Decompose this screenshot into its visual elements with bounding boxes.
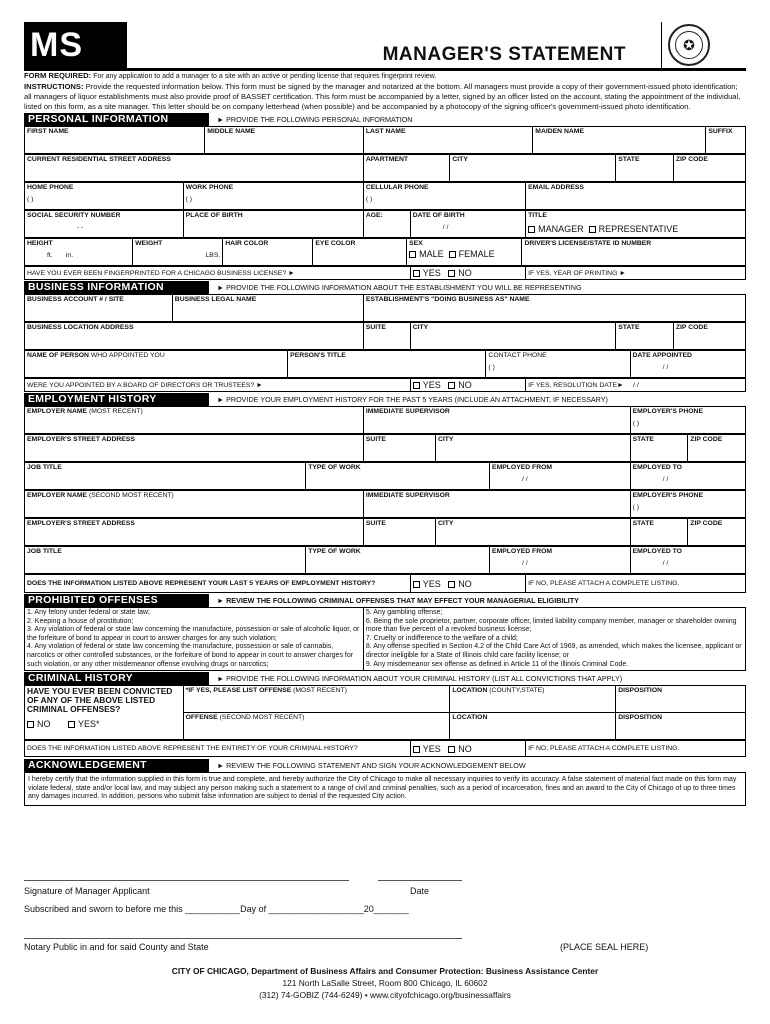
form-code-badge: MS: [24, 22, 127, 68]
signature-line[interactable]: Signature of Manager Applicant Date: [24, 886, 430, 896]
criminal-question: DOES THE INFORMATION LISTED ABOVE REPRESENT THE ENTIRETY OF YOUR CRIMINAL HISTORY?: [25, 741, 411, 757]
personal-table: [24, 126, 746, 154]
employer1-supervisor-field[interactable]: IMMEDIATE SUPERVISOR: [363, 407, 630, 434]
female-checkbox[interactable]: [449, 251, 456, 258]
offenses-right: 5. Any gambling offense; 6. Being the sole proprietor, partner, corporate officer, limited liability company member, manager or shareholder owning more than five percent of a revoked business license; 7. Cruelty or indifference to the welfare of a child; 8. Any offense specified in Section 4.2 of the Child Care Act of 1969, as amended, which makes the licensee, applicant or director ineligible for a State of Illinois child care facility license; or 9. Any misdemeanor sex offense as defined in Article 11 of the Illinois Criminal Code.: [363, 608, 745, 671]
city-seal-icon: ✪: [668, 24, 710, 66]
age-field[interactable]: AGE:: [363, 211, 410, 238]
section-personal: PERSONAL INFORMATION ► PROVIDE THE FOLLOWING PERSONAL INFORMATION: [24, 113, 746, 126]
crim-yes-checkbox[interactable]: [413, 746, 420, 753]
apartment-field[interactable]: APARTMENT: [363, 155, 450, 182]
business-suite-field[interactable]: SUITE: [363, 323, 410, 350]
page-title: MANAGER'S STATEMENT: [382, 44, 626, 65]
work-phone-field[interactable]: WORK PHONE ( ): [183, 183, 363, 210]
footer-address: 121 North LaSalle Street, Room 800 Chicago, IL 60602: [282, 978, 488, 988]
resolution-date-field[interactable]: IF YES, RESOLUTION DATE► / /: [526, 379, 746, 392]
disposition2-field[interactable]: DISPOSITION: [616, 713, 746, 740]
employment-question: DOES THE INFORMATION LISTED ABOVE REPRESENT YOUR LAST 5 YEARS OF EMPLOYMENT HISTORY?: [25, 575, 411, 593]
employer1-city-field[interactable]: CITY: [435, 435, 630, 462]
conviction-yes-checkbox[interactable]: [68, 721, 75, 728]
appointer-name-field[interactable]: NAME OF PERSON WHO APPOINTED YOU: [25, 351, 288, 378]
business-zip-field[interactable]: ZIP CODE: [673, 323, 745, 350]
cell-phone-field[interactable]: CELLULAR PHONE ( ): [363, 183, 525, 210]
ssn-field[interactable]: SOCIAL SECURITY NUMBER - -: [25, 211, 184, 238]
business-state-field[interactable]: STATE: [616, 323, 674, 350]
footer-contact: (312) 74-GOBIZ (744-6249) • www.cityofchicago.org/businessaffairs: [259, 990, 511, 1000]
date-appointed-field[interactable]: DATE APPOINTED / /: [630, 351, 745, 378]
manager-checkbox[interactable]: [528, 226, 535, 233]
email-field[interactable]: EMAIL ADDRESS: [526, 183, 746, 210]
instructions: FORM REQUIRED: For any application to add a manager to a site with an active or pending license that requires fingerprint review. INSTRUCTIONS: Provide the requested information below. This form must be signed by the manager and notarized at the bottom. All managers must provide a copy of their government-issued photo identification; all managers of liquor establishments must also provide proof of BASSET certification. This form must be accompanied by a letter, signed by an officer listed on the account, stating the appointment of the individual, listed on this form, as a site manager. This letter should be on company letterhead (when possible) and be accompanied by a photocopy of the signing officer's government-issued photo identification.: [24, 68, 746, 112]
hair-color-field[interactable]: HAIR COLOR: [223, 239, 313, 266]
conviction-question: HAVE YOU EVER BEEN CONVICTED OF ANY OF THE ABOVE LISTED CRIMINAL OFFENSES? NO YES*: [25, 686, 184, 740]
notary-line[interactable]: Notary Public in and for said County and State (PLACE SEAL HERE): [24, 942, 649, 952]
job1-type-field[interactable]: TYPE OF WORK: [306, 463, 490, 490]
job2-to-field[interactable]: EMPLOYED TO / /: [630, 547, 745, 574]
contact-phone-field[interactable]: CONTACT PHONE ( ): [486, 351, 630, 378]
zip-field[interactable]: ZIP CODE: [673, 155, 745, 182]
crim-no-checkbox[interactable]: [448, 746, 455, 753]
male-checkbox[interactable]: [409, 251, 416, 258]
section-acknowledgement: ACKNOWLEDGEMENT ► REVIEW THE FOLLOWING STATEMENT AND SIGN YOUR ACKNOWLEDGEMENT BELOW: [24, 759, 746, 772]
suffix-field[interactable]: SUFFIX: [706, 127, 746, 154]
employer2-supervisor-field[interactable]: IMMEDIATE SUPERVISOR: [363, 491, 630, 518]
sex-field: SEX MALE FEMALE: [407, 239, 522, 266]
location1-field[interactable]: LOCATION (COUNTY,STATE): [450, 686, 616, 713]
eye-color-field[interactable]: EYE COLOR: [313, 239, 407, 266]
fp-no-checkbox[interactable]: [448, 270, 455, 277]
employer2-phone-field[interactable]: EMPLOYER'S PHONE ( ): [630, 491, 745, 518]
employer1-name-field[interactable]: EMPLOYER NAME (MOST RECENT): [25, 407, 364, 434]
job2-type-field[interactable]: TYPE OF WORK: [306, 547, 490, 574]
employer1-state-field[interactable]: STATE: [630, 435, 688, 462]
section-business: BUSINESS INFORMATION ► PROVIDE THE FOLLOWING INFORMATION ABOUT THE ESTABLISHMENT YOU WILL BE REPRESENTING: [24, 281, 746, 294]
account-number-field[interactable]: BUSINESS ACCOUNT # / SITE: [25, 295, 173, 322]
place-of-birth-field[interactable]: PLACE OF BIRTH: [183, 211, 363, 238]
footer-department: CITY OF CHICAGO, Department of Business Affairs and Consumer Protection: Business Assistance Center: [171, 966, 599, 976]
board-no-checkbox[interactable]: [448, 382, 455, 389]
dob-field[interactable]: DATE OF BIRTH / /: [410, 211, 525, 238]
crim-attach-note: IF NO, PLEASE ATTACH A COMPLETE LISTING.: [526, 741, 746, 757]
height-field[interactable]: HEIGHT ft. in.: [25, 239, 133, 266]
weight-field[interactable]: WEIGHT LBS.: [133, 239, 223, 266]
state-field[interactable]: STATE: [616, 155, 674, 182]
employer2-zip-field[interactable]: ZIP CODE: [688, 519, 746, 546]
job2-from-field[interactable]: EMPLOYED FROM / /: [490, 547, 631, 574]
middle-name-field[interactable]: MIDDLE NAME: [205, 127, 364, 154]
dba-field[interactable]: ESTABLISHMENT'S "DOING BUSINESS AS" NAME: [363, 295, 745, 322]
offense1-field[interactable]: *IF YES, PLEASE LIST OFFENSE (MOST RECENT): [183, 686, 450, 713]
offense2-field[interactable]: OFFENSE (SECOND MOST RECENT): [183, 713, 450, 740]
title-field: TITLE MANAGER REPRESENTATIVE: [526, 211, 746, 238]
employer1-zip-field[interactable]: ZIP CODE: [688, 435, 746, 462]
job1-from-field[interactable]: EMPLOYED FROM / /: [490, 463, 631, 490]
location2-field[interactable]: LOCATION: [450, 713, 616, 740]
emp-attach-note: IF NO, PLEASE ATTACH A COMPLETE LISTING.: [526, 575, 746, 593]
representative-checkbox[interactable]: [589, 226, 596, 233]
street-address-field[interactable]: CURRENT RESIDENTIAL STREET ADDRESS: [25, 155, 364, 182]
disposition1-field[interactable]: DISPOSITION: [616, 686, 746, 713]
drivers-license-field[interactable]: DRIVER'S LICENSE/STATE ID NUMBER: [522, 239, 746, 266]
first-name-field[interactable]: FIRST NAME: [25, 127, 205, 154]
acknowledgement-text: I hereby certify that the information supplied in this form is true and complete, and hereby authorize the City of Chicago to make all necessary inquiries to verify its accuracy. A false statement of material fact made on this form may violate federal, state and/or local law, and may subject any person making such a statement to a range of civil and criminal penalties, such as a period of incarceration, fines and an award to the City of Chicago of up to three times any damages incurred. In addition, persons who submit false information are subject to denial of the requested City action.: [24, 772, 746, 806]
employer1-street-field[interactable]: EMPLOYER'S STREET ADDRESS: [25, 435, 364, 462]
seal-placeholder: (PLACE SEAL HERE): [560, 942, 649, 952]
employer2-street-field[interactable]: EMPLOYER'S STREET ADDRESS: [25, 519, 364, 546]
emp-yes-checkbox[interactable]: [413, 581, 420, 588]
fingerprint-question: HAVE YOU EVER BEEN FINGERPRINTED FOR A CHICAGO BUSINESS LICENSE? ►: [25, 267, 411, 280]
sworn-line[interactable]: Subscribed and sworn to before me this ___________Day of ___________________20_______: [24, 904, 409, 914]
section-prohibited: PROHIBITED OFFENSES ► REVIEW THE FOLLOWING CRIMINAL OFFENSES THAT MAY EFFECT YOUR MANAGERIAL ELIGIBILITY: [24, 594, 746, 607]
conviction-no-checkbox[interactable]: [27, 721, 34, 728]
job1-to-field[interactable]: EMPLOYED TO / /: [630, 463, 745, 490]
emp-no-checkbox[interactable]: [448, 581, 455, 588]
job1-title-field[interactable]: JOB TITLE: [25, 463, 306, 490]
employer2-state-field[interactable]: STATE: [630, 519, 688, 546]
header: [24, 22, 746, 68]
maiden-name-field[interactable]: MAIDEN NAME: [533, 127, 706, 154]
job2-title-field[interactable]: JOB TITLE: [25, 547, 306, 574]
employer1-suite-field[interactable]: SUITE: [363, 435, 435, 462]
employer2-suite-field[interactable]: SUITE: [363, 519, 435, 546]
employer2-city-field[interactable]: CITY: [435, 519, 630, 546]
form-page: MS MANAGER'S STATEMENT ✪ FORM REQUIRED: For any application to add a manager to a site with an active or pending license that requires fingerprint review. INSTRUCTIONS: Provide the requested information below. This form must be signed by the manager and notarized at the bottom. All managers must provide a copy of their government-issued photo identification; all managers of liquor establishments must also provide proof of BASSET certification. This form must be accompanied by a letter, signed by an officer listed on the account, stating the appointment of the individual, listed on this form, as a site manager. This letter should be on company letterhead (when possible) and be accompanied by a photocopy of the signing officer's government-issued photo identification. PERSONAL INFORMATION ► PROVIDE THE FOLLOWING PERSONAL INFORMATION FIRST NAME MIDDLE NAME LAST NAME MAIDEN NAME SUFFIX CURRENT RESIDENTIAL STREET ADDRESS APARTMENT CITY STATE ZIP CODE HOME PHONE ( ) WORK PHONE ( ) CELLULAR PHONE ( ) EMAIL ADDRESS SOCIAL SECURITY NUMBER - - PLACE OF BIRTH AGE: DATE OF BIRTH / / TITLE MANAGER REPRESENTATIVE HEIGHT ft. in. WEIGHT LBS. HAIR COLOR EYE COLOR SEX MALE FEMALE DRIVER'S LICENSE/STATE ID NUMBER HAVE YOU EVER BEEN FINGERPRINTED FOR A CHICAGO BUSINESS LICENSE? ► YES NO IF YES, YEAR OF PRINTING ► BUSINESS INFORMATION ► PROVIDE THE FOLLOWING INFORMATION ABOUT THE ESTABLISHMENT YOU WILL BE REPRESENTING BUSINESS ACCOUNT # / SITE BUSINESS LEGAL NAME ESTABLISHMENT'S "DOING BUSINESS AS" NAME BUSINESS LOCATION ADDRESS SUITE CITY STATE ZIP CODE NAME OF PERSON WHO APPOINTED YOU PERSON'S TITLE CONTACT PHONE ( ) DATE APPOINTED / / WERE YOU APPOINTED BY A BOARD OF DIRECTORS OR TRUSTEES? ► YES NO IF YES, RESOLUTION DATE► / / EMPLOYMENT HISTORY ► PROVIDE YOUR EMPLOYMENT HISTORY FOR THE PAST 5 YEARS (INCLUDE AN ATTACHMENT, IF NECESSARY) EMPLOYER NAME (MOST RECENT) IMMEDIATE SUPERVISOR EMPLOYER'S PHONE ( ) EMPLOYER'S STREET ADDRESS SUITE CITY STATE ZIP CODE JOB TITLE TYPE OF WORK EMPLOYED FROM / / EMPLOYED TO / / EMPLOYER NAME (SECOND MOST RECENT) IMMEDIATE SUPERVISOR EMPLOYER'S PHONE ( ) EMPLOYER'S STREET ADDRESS SUITE CITY STATE ZIP CODE JOB TITLE TYPE OF WORK EMPLOYED FROM / / EMPLOYED TO / / DOES THE INFORMATION LISTED ABOVE REPRESENT YOUR LAST 5 YEARS OF EMPLOYMENT HISTORY? YES NO IF NO, PLEASE ATTACH A COMPLETE LISTING. PROHIBITED OFFENSES ► REVIEW THE FOLLOWING CRIMINAL OFFENSES THAT MAY EFFECT YOUR MANAGERIAL ELIGIBILITY 1. Any felony under federal or state law; 2. Keeping a house of prostitution; 3. Any violation of federal or state law concerning the manufacture, possession or sale of alcoholic liquor, or the forfeiture of bond to appear in court to answer charges for any such violation; 4. Any violation of federal or state law concerning the manufacture, possession or sale of cannabis, narcotics or other controlled substances, or the forfeiture of bond to appear in court to answer charges for such violation, or any other misdemeanor offense involving drugs or narcotics; 5. Any gambling offense; 6. Being the sole proprietor, partner, corporate officer, limited liability company member, manager or shareholder owning more than five percent of a revoked business license; 7. Cruelty or indifference to the welfare of a child; 8. Any offense specified in Section 4.2 of the Child Care Act of 1969, as amended, which makes the licensee, applicant or director ineligible for a State of Illinois child care facility license; or 9. Any misdemeanor sex offense as defined in Article 11 of the Illinois Criminal Code. CRIMINAL HISTORY ► PROVIDE THE FOLLOWING INFORMATION ABOUT YOUR CRIMINAL HISTORY (LIST ALL CONVICTIONS THAT APPLY) HAVE YOU EVER BEEN CONVICTED OF ANY OF THE ABOVE LISTED CRIMINAL OFFENSES? NO YES* *IF YES, PLEASE LIST OFFENSE (MOST RECENT) LOCATION (COUNTY,STATE) DISPOSITION OFFENSE (SECOND MOST RECENT) LOCATION DISPOSITION DOES THE INFORMATION LISTED ABOVE REPRESENT THE ENTIRETY OF YOUR CRIMINAL HISTORY? YES NO IF NO, PLEASE ATTACH A COMPLETE LISTING. ACKNOWLEDGEMENT ► REVIEW THE FOLLOWING STATEMENT AND SIGN YOUR ACKNOWLEDGEMENT BELOW I hereby certify that the information supplied in this form is true and complete, and hereby authorize the City of Chicago to make all necessary inquiries to verify its accuracy. A false statement of material fact made on this form may violate federal, state and/or local law, and may subject any person making such a statement to a range of civil and criminal penalties, such as a period of incarceration, fines and an award to the City of Chicago of up to three times any damages incurred. In addition, persons who submit false information are subject to denial of the requested City action.: [24, 22, 746, 806]
legal-name-field[interactable]: BUSINESS LEGAL NAME: [172, 295, 363, 322]
home-phone-field[interactable]: HOME PHONE ( ): [25, 183, 184, 210]
fp-year-field[interactable]: IF YES, YEAR OF PRINTING ►: [526, 267, 746, 280]
city-field[interactable]: CITY: [450, 155, 616, 182]
employer2-name-field[interactable]: EMPLOYER NAME (SECOND MOST RECENT): [25, 491, 364, 518]
fp-yes-checkbox[interactable]: [413, 270, 420, 277]
employer1-phone-field[interactable]: EMPLOYER'S PHONE ( ): [630, 407, 745, 434]
last-name-field[interactable]: LAST NAME: [363, 127, 532, 154]
section-criminal: CRIMINAL HISTORY ► PROVIDE THE FOLLOWING INFORMATION ABOUT YOUR CRIMINAL HISTORY (LIST ALL CONVICTIONS THAT APPLY): [24, 672, 746, 685]
board-question: WERE YOU APPOINTED BY A BOARD OF DIRECTORS OR TRUSTEES? ►: [25, 379, 411, 392]
business-city-field[interactable]: CITY: [410, 323, 615, 350]
offenses-left: 1. Any felony under federal or state law; 2. Keeping a house of prostitution; 3. Any violation of federal or state law concerning the manufacture, possession or sale of alcoholic liquor, or the forfeiture of bond to appear in court to answer charges for any such violation; 4. Any violation of federal or state law concerning the manufacture, possession or sale of cannabis, narcotics or other controlled substances, or the forfeiture of bond to appear in court to answer charges for such violation, or any other misdemeanor offense involving drugs or narcotics;: [25, 608, 364, 671]
board-yes-checkbox[interactable]: [413, 382, 420, 389]
business-location-field[interactable]: BUSINESS LOCATION ADDRESS: [25, 323, 364, 350]
section-employment: EMPLOYMENT HISTORY ► PROVIDE YOUR EMPLOYMENT HISTORY FOR THE PAST 5 YEARS (INCLUDE AN ATTACHMENT, IF NECESSARY): [24, 393, 746, 406]
person-title-field[interactable]: PERSON'S TITLE: [288, 351, 486, 378]
